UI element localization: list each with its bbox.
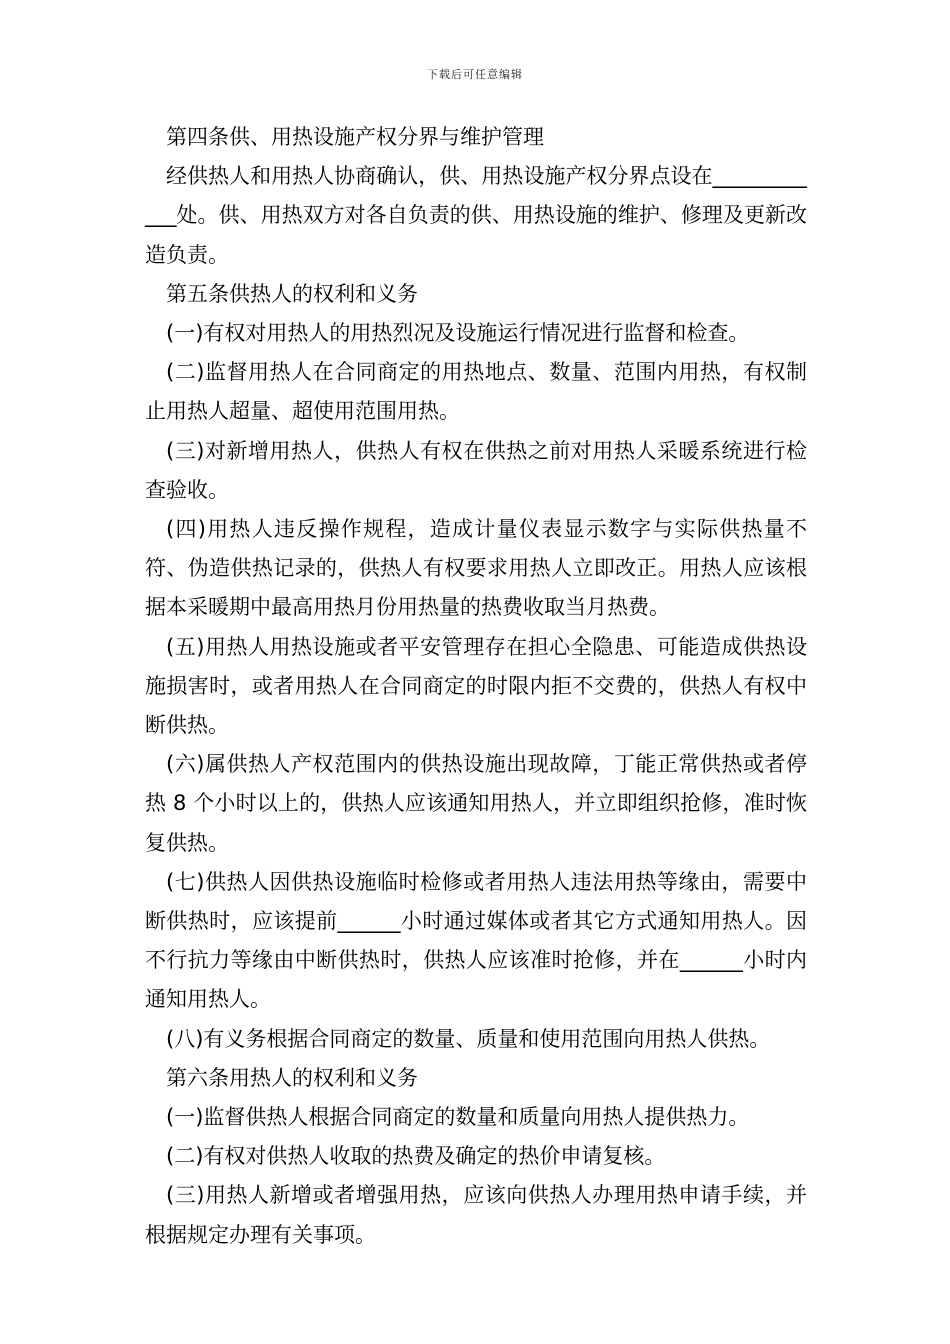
section-5-item-2: (二)监督用热人在合同商定的用热地点、数量、范围内用热，有权制止用热人超量、超使用范围用热。 — [145, 360, 807, 424]
section-5-item-5: (五)用热人用热设施或者平安管理存在担心全隐患、可能造成供热设施损害时，或者用热人在合同商定的时限内拒不交费的，供热人有权中断供热。 — [145, 634, 807, 738]
section-6-item-1: (一)监督供热人根据合同商定的数量和质量向用热人提供热力。 — [166, 1105, 750, 1130]
section-4-title: 第四条供、用热设施产权分界与维护管理 — [166, 125, 544, 149]
section-5-item-1: (一)有权对用热人的用热烈况及设施运行情况进行监督和检查。 — [166, 321, 750, 346]
document-body — [145, 118, 807, 1255]
section-4-paragraph: 经供热人和用热人协商确认，供、用热设施产权分界点设在____________处。供、用热双方对各自负责的供、用热设施的维护、修理及更新改造负责。 — [145, 164, 807, 267]
section-5-title: 第五条供热人的权利和义务 — [166, 281, 418, 306]
page-header: 下载后可任意编辑 — [427, 68, 523, 81]
section-6-title: 第六条用热人的权利和义务 — [166, 1065, 418, 1090]
section-5-item-7: (七)供热人因供热设施临时检修或者用热人违法用热等缘由，需要中断供热时，应该提前______小时通过媒体或者其它方式通知用热人。因不行抗力等缘由中断供热时，供热人应该准时抢修，并在______小时内通知用热人。 — [145, 869, 807, 1012]
section-6-item-2: (二)有权对供热人收取的热费及确定的热价申请复核。 — [166, 1144, 666, 1169]
section-5-item-6: (六)属供热人产权范围内的供热设施出现故障，丁能正常供热或者停热 8 个小时以上的，供热人应该通知用热人，并立即组织抢修，准时恢复供热。 — [145, 752, 807, 855]
section-5-item-8: (八)有义务根据合同商定的数量、质量和使用范围向用热人供热。 — [166, 1026, 771, 1051]
section-5-item-3: (三)对新增用热人，供热人有权在供热之前对用热人采暖系统进行检查验收。 — [145, 438, 807, 502]
section-5-item-4: (四)用热人违反操作规程，造成计量仪表显示数字与实际供热量不符、伪造供热记录的，供热人有权要求用热人立即改正。用热人应该根据本采暖期中最高用热月份用热量的热费收取当月热费。 — [145, 517, 807, 620]
section-6-item-3: (三)用热人新增或者增强用热，应该向供热人办理用热申请手续，并根据规定办理有关事项。 — [145, 1183, 807, 1247]
